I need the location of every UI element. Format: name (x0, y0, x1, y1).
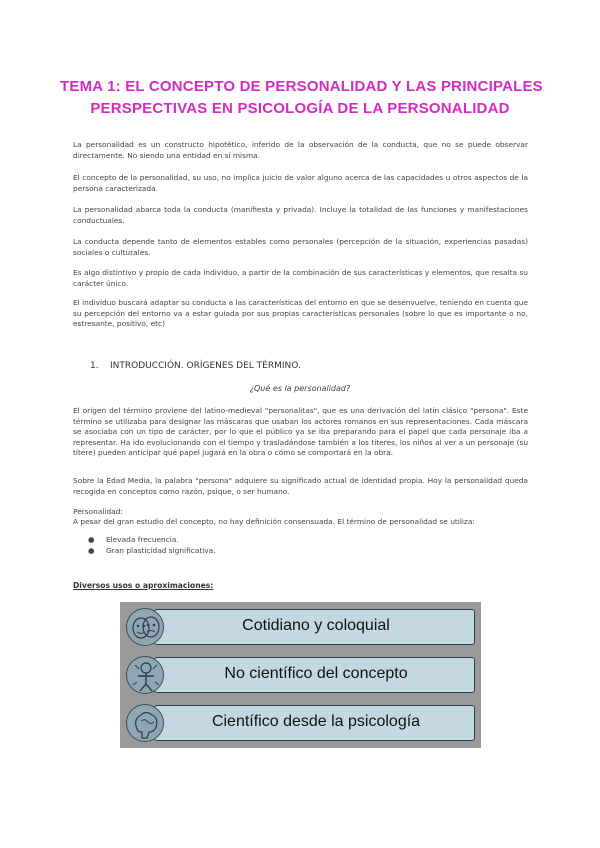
middle-ages-paragraph: Sobre la Edad Media, la palabra "persona" adquiere su significado actual de identidad propia. Hoy la personalidad queda recogida en conceptos como razón, psique, o ser humano. (73, 476, 528, 496)
diagram-item-2 (126, 656, 475, 694)
section-heading-text: INTRODUCCIÓN. ORÍGENES DEL TÉRMINO. (110, 361, 301, 371)
title-line-1: TEMA 1: EL CONCEPTO DE PERSONALIDAD Y LAS PRINCIPALES (60, 78, 543, 95)
section-heading (90, 361, 301, 371)
intro-paragraph-3: La personalidad abarca toda la conducta (manifiesta y privada). Incluye la totalidad de las funciones y manifestaciones conductuales. (73, 205, 528, 225)
diagram-item-3 (126, 704, 475, 742)
section-number: 1. (90, 361, 99, 371)
brain-icon (126, 704, 164, 742)
uses-diagram (120, 602, 481, 748)
masks-icon (126, 608, 164, 646)
intro-paragraph-1: La personalidad es un constructo hipotético, inferido de la observación de la conducta, que no se puede observar directamente. No siendo una entidad en sí misma. (73, 140, 528, 160)
section-question: ¿Qué es la personalidad? (249, 384, 351, 393)
figure-icon (126, 656, 164, 694)
bullet-item: ● Elevada frecuencia. (88, 535, 179, 544)
document-title (60, 76, 543, 120)
origin-paragraph: El origen del término proviene del latino-medieval "personalitas", que es una derivación del latín clásico "persona". Este término se utilizaba para designar las máscaras que usaban los actores romanos en sus representaciones. Cada máscara se asociaba con un tipo de carácter, por lo que el público ya se iba preparando para el papel que cada personaje iba a representar. Ha ido evolucionando con el tiempo y trasladándose también a los títeres, los niños al ver a un personaje (su títere) pueden anticipar qué papel jugará en la obra o cómo se comportará en la obra. (73, 406, 528, 458)
intro-paragraph-6: El individuo buscará adaptar su conducta a las características del entorno en que se desenvuelve, teniendo en cuenta que su percepción del entorno va a estar guiada por sus propias características personales (sobre lo que es importante o no, estresante, positivo, etc) (73, 298, 528, 329)
intro-paragraph-2: El concepto de la personalidad, su uso, no implica juicio de valor alguno acerca de las capacidades u otros aspectos de la persona caracterizada. (73, 173, 528, 193)
bullet-item: ● Gran plasticidad significativa. (88, 545, 216, 555)
intro-paragraph-5: Es algo distintivo y propio de cada individuo, a partir de la combinación de sus características y elementos, que resalta su carácter único. (73, 268, 528, 288)
intro-paragraph-4: La conducta depende tanto de elementos estables como personales (percepción de la situación, experiencias pasadas) sociales o culturales. (73, 237, 528, 257)
diagram-item-label: Cotidiano y coloquial (242, 617, 390, 634)
uses-heading: Diversos usos o aproximaciones: (73, 581, 214, 590)
bullet-list (88, 535, 216, 556)
diagram-item-label: No científico del concepto (224, 665, 408, 682)
diagram-item-label: Científico desde la psicología (211, 713, 421, 730)
bullet-dot-icon: ● (88, 535, 95, 544)
diagram-item-1 (126, 608, 475, 646)
title-line-2: PERSPECTIVAS EN PSICOLOGÍA DE LA PERSONALIDAD (90, 100, 510, 117)
bullet-dot-icon: ● (88, 545, 95, 555)
personalidad-label: Personalidad: (73, 507, 123, 516)
personalidad-text: A pesar del gran estudio del concepto, no hay definición consensuada. El término de personalidad se utiliza: (73, 517, 475, 526)
